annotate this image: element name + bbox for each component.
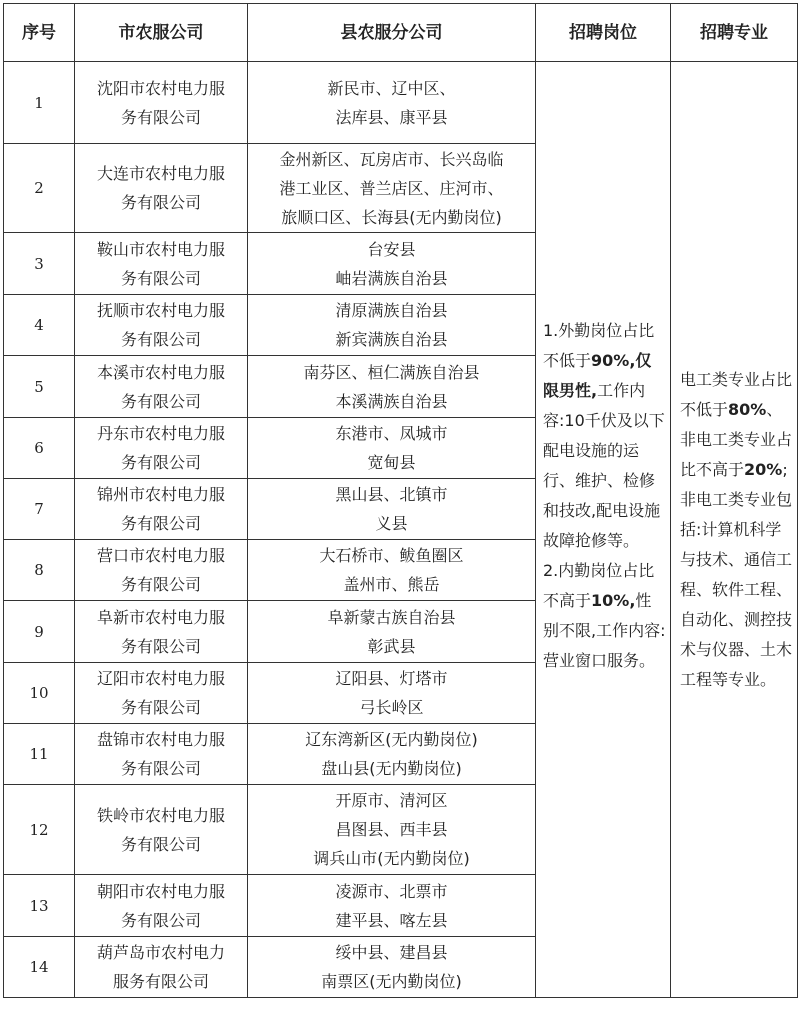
recruitment-table-container (3, 3, 798, 998)
serial-number-cell: 8 (4, 540, 75, 601)
serial-number-cell: 5 (4, 356, 75, 418)
major-non-electrical-ratio: 、非电工类专业占比不高于 (680, 399, 793, 479)
city-company-line: 务有限公司 (120, 514, 201, 533)
header-major: 招聘专业 (671, 4, 798, 62)
county-branch-line: 新宾满族自治县 (335, 330, 448, 349)
city-company-cell (75, 144, 248, 233)
city-company-line: 务有限公司 (120, 391, 201, 411)
serial-number-cell: 12 (4, 785, 75, 875)
city-company-cell (75, 601, 248, 663)
recruitment-table (3, 3, 798, 998)
city-company-line: 沈阳市农村电力服 (96, 78, 225, 98)
city-company-line: 抚顺市农村电力服 (96, 301, 225, 320)
county-branch-line: 南票区(无内勤岗位) (321, 972, 462, 991)
major-electrical-ratio: 电工类专业占比不低于 (680, 369, 793, 419)
position-requirements-text (543, 66, 666, 676)
city-company-cell (75, 937, 248, 998)
city-company-line: 阜新市农村电力服 (96, 607, 225, 627)
county-branch-cell (248, 724, 536, 785)
major-electrical-percent: 80% (728, 399, 767, 419)
county-branch-line: 辽东湾新区(无内勤岗位) (305, 730, 478, 749)
county-branch-cell (248, 144, 536, 233)
county-branch-line: 建平县、喀左县 (335, 910, 448, 930)
county-branch-line: 金州新区、瓦房店市、长兴岛临 (279, 149, 504, 169)
county-branch-line: 昌图县、西丰县 (335, 820, 448, 839)
serial-number-cell: 3 (4, 233, 75, 295)
county-branch-cell (248, 62, 536, 144)
serial-number-cell: 4 (4, 295, 75, 356)
city-company-line: 务有限公司 (120, 453, 201, 472)
county-branch-cell (248, 233, 536, 295)
city-company-cell (75, 295, 248, 356)
county-branch-line: 本溪满族自治县 (335, 391, 448, 411)
serial-number-cell: 9 (4, 601, 75, 663)
county-branch-cell (248, 937, 536, 998)
city-company-cell (75, 875, 248, 937)
county-branch-cell (248, 356, 536, 418)
county-branch-line: 旅顺口区、长海县(无内勤岗位) (281, 207, 502, 227)
position-indoor-duties: 性别不限,工作内容:营业窗口服务。 (543, 591, 666, 670)
city-company-cell (75, 479, 248, 540)
county-branch-cell (248, 540, 536, 601)
serial-number-cell: 11 (4, 724, 75, 785)
serial-number-cell: 10 (4, 663, 75, 724)
city-company-line: 营口市农村电力服 (96, 546, 225, 565)
position-male-only: 仅限男性, (543, 351, 652, 400)
position-outdoor-percent: 90%, (591, 351, 636, 370)
county-branch-line: 南芬区、桓仁满族自治县 (303, 362, 480, 382)
city-company-line: 务有限公司 (120, 107, 201, 127)
position-outdoor-ratio: 1.外勤岗位占比不低于 (543, 321, 655, 370)
city-company-line: 务有限公司 (120, 910, 201, 930)
county-branch-line: 黑山县、北镇市 (335, 485, 448, 504)
city-company-line: 务有限公司 (120, 193, 201, 212)
serial-number-cell: 7 (4, 479, 75, 540)
city-company-line: 丹东市农村电力服 (96, 424, 225, 443)
header-county-branch: 县农服分公司 (248, 4, 536, 62)
county-branch-line: 港工业区、普兰店区、庄河市、 (279, 178, 504, 198)
city-company-cell (75, 418, 248, 479)
city-company-cell (75, 233, 248, 295)
county-branch-line: 彰武县 (367, 636, 416, 656)
county-branch-line: 开原市、清河区 (335, 791, 448, 810)
county-branch-cell (248, 418, 536, 479)
city-company-line: 务有限公司 (120, 636, 201, 656)
position-outdoor-duties: 工作内容:10千伏及以下配电设施的运行、维护、检修和技改,配电设施故障抢修等。 (543, 381, 665, 550)
header-serial: 序号 (4, 4, 75, 62)
position-indoor-ratio: 2.内勤岗位占比不高于 (543, 561, 655, 610)
city-company-line: 鞍山市农村电力服 (96, 239, 225, 259)
county-branch-line: 凌源市、北票市 (335, 881, 448, 901)
serial-number-cell: 6 (4, 418, 75, 479)
city-company-line: 葫芦岛市农村电力 (96, 943, 225, 962)
county-branch-line: 盘山县(无内勤岗位) (321, 759, 462, 778)
city-company-line: 大连市农村电力服 (96, 164, 225, 183)
county-branch-line: 调兵山市(无内勤岗位) (313, 849, 470, 868)
county-branch-line: 东港市、凤城市 (335, 424, 448, 443)
serial-number-cell: 2 (4, 144, 75, 233)
city-company-line: 辽阳市农村电力服 (96, 669, 225, 688)
county-branch-line: 宽甸县 (367, 453, 416, 472)
city-company-line: 务有限公司 (120, 268, 201, 288)
county-branch-cell (248, 601, 536, 663)
city-company-cell (75, 663, 248, 724)
city-company-line: 本溪市农村电力服 (96, 362, 225, 382)
county-branch-line: 法库县、康平县 (335, 107, 448, 127)
county-branch-line: 绥中县、建昌县 (335, 943, 448, 962)
county-branch-line: 清原满族自治县 (335, 301, 448, 320)
table-row (4, 62, 798, 144)
county-branch-cell (248, 295, 536, 356)
table-body (4, 62, 798, 998)
city-company-line: 服务有限公司 (112, 972, 209, 991)
county-branch-cell (248, 663, 536, 724)
city-company-line: 锦州市农村电力服 (96, 485, 225, 504)
city-company-line: 务有限公司 (120, 834, 201, 854)
major-requirements-text (680, 365, 793, 695)
county-branch-cell (248, 875, 536, 937)
header-row (4, 4, 798, 62)
county-branch-line: 岫岩满族自治县 (335, 268, 448, 288)
county-branch-line: 弓长岭区 (359, 698, 424, 717)
serial-number-cell: 14 (4, 937, 75, 998)
city-company-cell (75, 62, 248, 144)
county-branch-line: 阜新蒙古族自治县 (327, 607, 456, 627)
county-branch-line: 新民市、辽中区、 (327, 78, 456, 98)
county-branch-cell (248, 785, 536, 875)
county-branch-line: 台安县 (367, 239, 416, 259)
city-company-cell (75, 540, 248, 601)
county-branch-cell (248, 479, 536, 540)
city-company-cell (75, 724, 248, 785)
position-cell (536, 62, 671, 998)
city-company-cell (75, 785, 248, 875)
city-company-line: 务有限公司 (120, 575, 201, 594)
city-company-line: 务有限公司 (120, 698, 201, 717)
county-branch-line: 大石桥市、鲅鱼圈区 (319, 546, 464, 565)
county-branch-line: 义县 (375, 514, 408, 533)
city-company-line: 盘锦市农村电力服 (96, 730, 225, 749)
position-indoor-percent: 10%, (591, 591, 636, 610)
header-position: 招聘岗位 (536, 4, 671, 62)
major-non-electrical-percent: 20% (744, 459, 783, 479)
header-city-company: 市农服公司 (75, 4, 248, 62)
city-company-line: 务有限公司 (120, 330, 201, 349)
county-branch-line: 辽阳县、灯塔市 (335, 669, 448, 688)
major-cell (671, 62, 798, 998)
city-company-line: 铁岭市农村电力服 (96, 805, 225, 825)
city-company-line: 朝阳市农村电力服 (96, 881, 225, 901)
city-company-cell (75, 356, 248, 418)
serial-number-cell: 13 (4, 875, 75, 937)
serial-number-cell: 1 (4, 62, 75, 144)
city-company-line: 务有限公司 (120, 759, 201, 778)
major-list: ;非电工类专业包括:计算机科学与技术、通信工程、软件工程、自动化、测控技术与仪器、土木工程等专业。 (680, 459, 793, 689)
county-branch-line: 盖州市、熊岳 (343, 575, 440, 594)
